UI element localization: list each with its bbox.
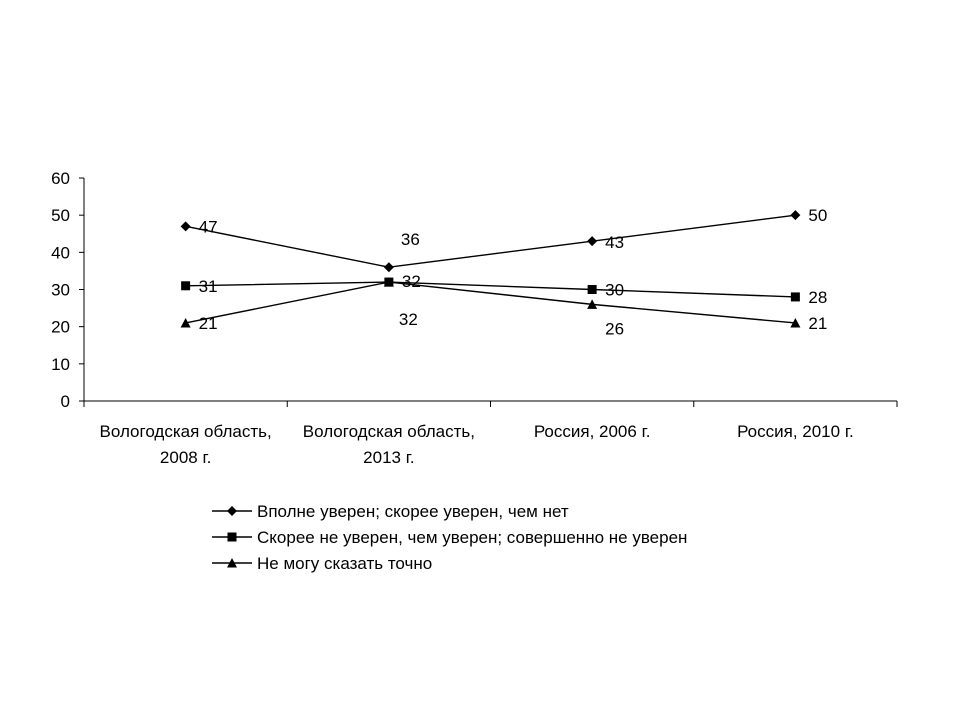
- x-tick-label: Вологодская область,: [302, 422, 475, 441]
- series-line: [186, 282, 796, 297]
- diamond-marker: [790, 210, 800, 220]
- diamond-marker: [587, 236, 597, 246]
- data-label: 32: [401, 272, 421, 292]
- x-tick-label: Россия, 2006 г.: [533, 422, 651, 441]
- data-label: 26: [605, 319, 625, 339]
- y-tick-label: 20: [51, 317, 70, 337]
- legend-entry: [212, 502, 569, 521]
- x-tick-label: 2013 г.: [363, 448, 415, 467]
- diamond-marker: [227, 506, 237, 516]
- data-label: 30: [605, 280, 625, 300]
- series-line: [186, 215, 796, 267]
- data-label: 47: [198, 217, 218, 237]
- y-tick-label: 40: [51, 243, 70, 263]
- y-tick-label: 10: [51, 354, 70, 374]
- x-tick-label: Россия, 2010 г.: [737, 422, 854, 441]
- plot-area: [51, 169, 897, 467]
- y-tick-label: 0: [60, 392, 70, 411]
- legend-label: Не могу сказать точно: [257, 554, 433, 573]
- y-tick-label: 50: [51, 206, 70, 226]
- y-tick-label: 60: [51, 169, 70, 188]
- data-label: 50: [808, 206, 828, 226]
- square-marker: [228, 533, 237, 542]
- data-label: 43: [605, 233, 625, 253]
- data-label: 28: [808, 287, 828, 307]
- diamond-marker: [181, 221, 191, 231]
- data-label: 31: [198, 276, 218, 296]
- series-diamond: [181, 206, 828, 272]
- data-label: 36: [400, 230, 420, 250]
- diamond-marker: [384, 262, 394, 272]
- legend: [212, 502, 687, 573]
- legend-entry: [212, 554, 432, 573]
- legend-entry: [212, 528, 687, 547]
- series-square: [181, 272, 827, 307]
- square-marker: [791, 292, 800, 301]
- legend-label: Скорее не уверен, чем уверен; совершенно не уверен: [257, 528, 688, 547]
- data-label: 32: [398, 310, 418, 330]
- square-marker: [181, 281, 190, 290]
- data-label: 21: [198, 313, 218, 333]
- data-label: 21: [808, 313, 828, 333]
- x-tick-label: 2008 г.: [159, 448, 212, 467]
- square-marker: [588, 285, 597, 294]
- x-tick-label: Вологодская область,: [99, 422, 272, 441]
- y-tick-label: 30: [51, 280, 70, 300]
- series-line: [186, 282, 796, 323]
- legend-label: Вполне уверен; скорее уверен, чем нет: [257, 502, 569, 521]
